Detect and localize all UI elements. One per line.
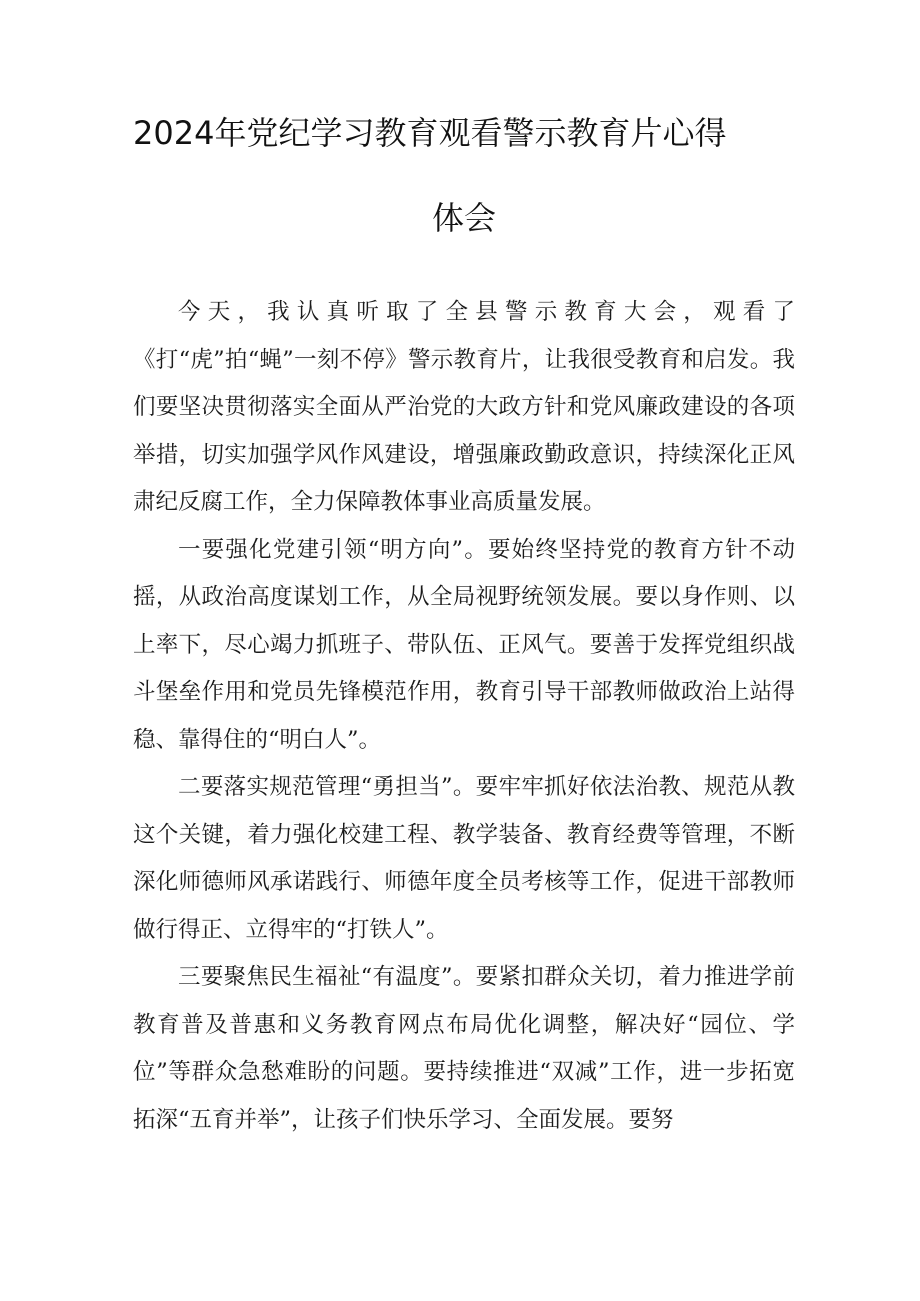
document-title-line-1: 2024年党纪学习教育观看警示教育片心得 <box>133 114 727 152</box>
paragraph-point-1: 一要强化党建引领“明方向”。要始终坚持党的教育方针不动摇，从政治高度谋划工作，从全局视野统领发展。要以身作则、以上率下，尽心竭力抓班子、带队伍、正风气。要善于发挥党组织战斗堡垒作用和党员先锋模范作用，教育引导干部教师做政治上站得稳、靠得住的“明白人”。 <box>133 536 795 753</box>
paragraph-point-3: 三要聚焦民生福祉“有温度”。要紧扣群众关切，着力推进学前教育普及普惠和义务教育网点布局优化调整，解决好“园位、学位”等群众急愁难盼的问题。要持续推进“双减”工作，进一步拓宽拓深“五育并举”，让孩子们快乐学习、全面发展。要努 <box>133 964 795 1133</box>
document-title-line-2: 体会 <box>432 199 497 237</box>
paragraph-intro: 今天，我认真听取了全县警示教育大会，观看了《打“虎”拍“蝇”一刻不停》警示教育片，让我很受教育和启发。我们要坚决贯彻落实全面从严治党的大政方针和党风廉政建设的各项举措，切实加强学风作风建设，增强廉政勤政意识，持续深化正风肃纪反腐工作，全力保障教体事业高质量发展。 <box>133 299 795 515</box>
paragraph-point-2: 二要落实规范管理“勇担当”。要牢牢抓好依法治教、规范从教这个关键，着力强化校建工程、教学装备、教育经费等管理，不断深化师德师风承诺践行、师德年度全员考核等工作，促进干部教师做行得正、立得牢的“打铁人”。 <box>133 774 795 943</box>
document-body <box>133 289 795 1144</box>
